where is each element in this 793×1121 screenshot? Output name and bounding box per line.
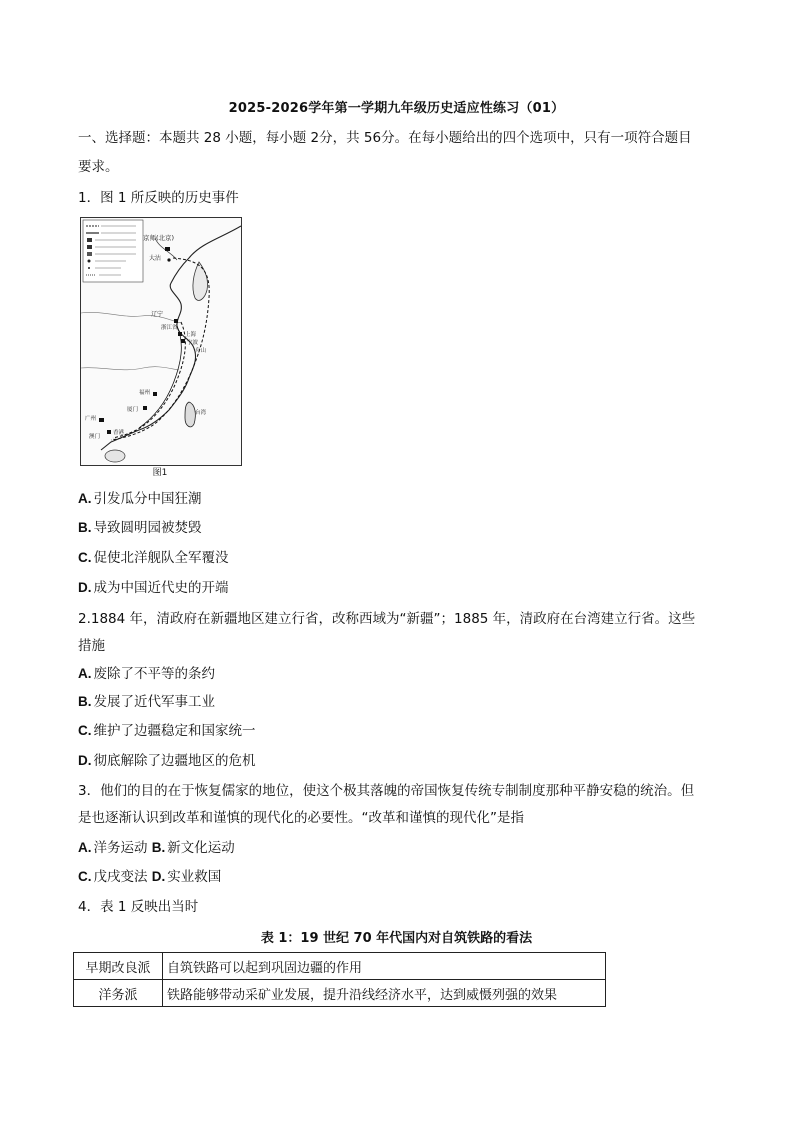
option-letter: A. [78,491,92,506]
option-text: 促使北洋舰队全军覆没 [93,550,229,566]
option-text: 实业救国 [167,869,222,885]
q3-options-row1 [78,836,235,856]
q4-stem: 4．表 1 反映出当时 [78,899,199,915]
map-label-xiamen: 厦门 [127,407,139,413]
option-letter: B. [78,694,92,709]
map-label-guangzhou: 广州 [85,416,97,422]
q4-table-caption: 表 1：19 世纪 70 年代国内对自筑铁路的看法 [260,931,533,946]
option-letter: C. [78,550,92,565]
q2-stem-line1: 2.1884 年，清政府在新疆地区建立行省，改称西域为“新疆”；1885 年，清政府在台湾建立行省。这些 [78,611,696,627]
q2-option-d[interactable] [78,749,256,769]
map-label-taiwan: 台湾 [195,410,207,416]
map-label-zhoushan: 舟山 [195,348,207,354]
option-text: 新文化运动 [167,840,235,856]
map-label-dalian: 大沽 [149,255,162,262]
q1-figure-caption: 图1 [152,468,168,478]
option-text: 维护了边疆稳定和国家统一 [93,723,256,739]
table-cell-view: 铁路能够带动采矿业发展，提升沿线经济水平，达到威慑列强的效果 [163,980,606,1007]
option-letter: B. [78,520,92,535]
q3-option-d[interactable] [152,869,222,885]
table-cell-group: 早期改良派 [74,953,163,980]
section-instruction-line2: 要求。 [78,159,119,175]
table-row [74,953,606,980]
map-label-liaoning: 辽宁 [151,311,164,318]
option-letter: C. [78,869,92,884]
option-text: 彻底解除了边疆地区的危机 [93,753,256,769]
option-letter: D. [151,869,166,884]
map-label-shanghai: 上海 [185,332,197,338]
option-letter: D. [78,753,92,768]
q3-option-c[interactable] [78,869,148,885]
map-label-beijing: 京师(北京) [143,234,175,242]
option-letter: C. [78,723,92,738]
map-label-ningbo: 宁波 [187,340,199,346]
q1-stem: 1．图 1 所反映的历史事件 [78,190,239,206]
option-text: 洋务运动 [93,840,148,856]
table-row [74,980,606,1007]
option-text: 导致圆明园被焚毁 [93,520,202,536]
option-letter: D. [78,580,92,595]
section-instruction-line1: 一、选择题：本题共 28 小题，每小题 2分，共 56分。在每小题给出的四个选项中，只有一项符合题目 [78,130,692,146]
option-text: 成为中国近代史的开端 [93,580,229,596]
map-label-macau: 澳门 [89,434,101,440]
map-label-hongkong: 香港 [113,430,125,436]
q3-option-a[interactable] [78,840,148,856]
q3-options-row2 [78,865,221,885]
q3-stem-line2: 是也逐渐认识到改革和谨慎的现代化的必要性。“改革和谨慎的现代化”是指 [78,810,524,826]
q1-option-c[interactable] [78,546,229,566]
q3-stem-line1: 3．他们的目的在于恢复儒家的地位，使这个极其落魄的帝国恢复传统专制制度那种平静安稳的统治。但 [78,783,695,799]
map-label-zhejiang: 浙江省 [161,325,178,331]
option-letter: B. [151,840,166,855]
page-title: 2025-2026学年第一学期九年级历史适应性练习（01） [228,101,565,116]
option-letter: A. [78,666,92,681]
q1-map-figure [80,217,242,466]
q1-option-a[interactable] [78,487,202,507]
table-cell-view: 自筑铁路可以起到巩固边疆的作用 [163,953,606,980]
table-cell-group: 洋务派 [74,980,163,1007]
q4-table [73,952,606,1007]
option-letter: A. [78,840,92,855]
map-label-fujian: 福州 [139,390,151,396]
option-text: 戊戌变法 [93,869,148,885]
q2-option-b[interactable] [78,690,215,710]
q2-option-c[interactable] [78,719,256,739]
option-text: 废除了不平等的条约 [93,666,215,682]
q3-option-b[interactable] [152,840,235,856]
option-text: 引发瓜分中国狂潮 [93,491,202,507]
option-text: 发展了近代军事工业 [93,694,215,710]
q2-option-a[interactable] [78,662,215,682]
q1-option-d[interactable] [78,576,229,596]
q1-option-b[interactable] [78,516,202,536]
q2-stem-line2: 措施 [78,638,105,654]
map-image [81,218,241,465]
